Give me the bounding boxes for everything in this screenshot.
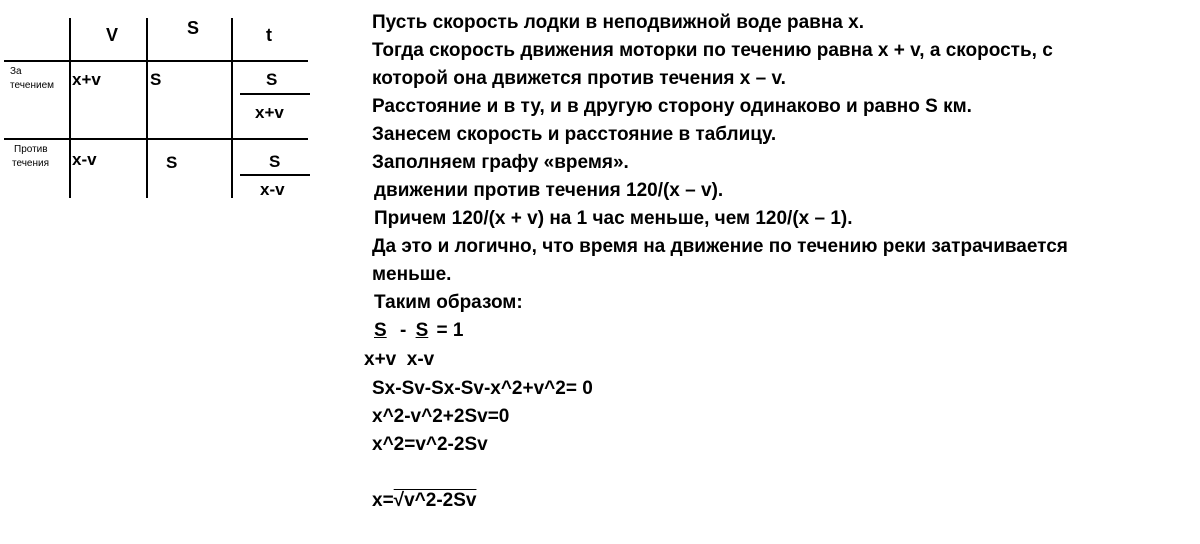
- final-answer-prefix: x=: [372, 490, 394, 511]
- table-hline-1: [4, 60, 308, 62]
- text-line-5: Занесем скорость и расстояние в таблицу.: [372, 124, 777, 145]
- text-line-3: которой она движется против течения x – v.: [372, 68, 786, 89]
- table-hline-2: [4, 138, 308, 140]
- header-s: S: [187, 18, 200, 38]
- text-line-4: Расстояние и в ту, и в другую сторону одинаково и равно S км.: [372, 96, 972, 117]
- text-line-13: x^2-v^2+2Sv=0: [372, 406, 510, 427]
- text-line-1: Пусть скорость лодки в неподвижной воде равна x.: [372, 12, 864, 33]
- final-answer-root: √v^2-2Sv: [393, 490, 477, 511]
- row1-fraction-bar: [240, 93, 310, 95]
- row2-time-denominator: x-v: [260, 180, 285, 199]
- text-line-6: Заполняем графу «время».: [372, 152, 629, 173]
- text-line-8: Причем 120/(x + v) на 1 час меньше, чем 120/(x – 1).: [374, 208, 853, 229]
- eq-fraction-2-numerator: S: [415, 320, 429, 341]
- equation-denominators: x+v x-v: [364, 349, 435, 370]
- row1-distance: S: [150, 70, 162, 89]
- row2-fraction-bar: [240, 174, 310, 176]
- row-label-with-current-1: За: [10, 66, 22, 77]
- row-label-against-current-1: Против: [14, 144, 48, 155]
- equation-numerators: [374, 320, 464, 342]
- row-label-against-current-2: течения: [12, 158, 49, 169]
- eq-fraction-1-numerator: S: [374, 320, 387, 341]
- row2-speed: x-v: [72, 150, 97, 169]
- eq-right-side: = 1: [436, 320, 464, 341]
- table-vline-1: [69, 18, 71, 198]
- eq-minus-sign: -: [399, 320, 407, 341]
- row2-time-numerator: S: [269, 152, 281, 171]
- text-line-10: меньше.: [372, 264, 452, 285]
- header-t: t: [266, 25, 272, 45]
- final-answer: [372, 490, 476, 512]
- table-vline-2: [146, 18, 148, 198]
- text-line-14: x^2=v^2-2Sv: [372, 434, 488, 455]
- text-line-9: Да это и логично, что время на движение по течению реки затрачивается: [372, 236, 1068, 257]
- text-line-11: Таким образом:: [374, 292, 523, 313]
- row1-speed: x+v: [72, 70, 101, 89]
- row1-time-numerator: S: [266, 70, 278, 89]
- table-vline-3: [231, 18, 233, 198]
- row-label-with-current-2: течением: [10, 80, 55, 91]
- text-line-2: Тогда скорость движения моторки по течению равна x + v, а скорость, с: [372, 40, 1053, 61]
- text-line-7: движении против течения 120/(x – v).: [374, 180, 724, 201]
- row2-distance: S: [166, 153, 178, 172]
- header-v: V: [106, 25, 119, 45]
- row1-time-denominator: x+v: [255, 103, 284, 122]
- speed-distance-time-table: [0, 0, 340, 210]
- text-line-12: Sx-Sv-Sx-Sv-x^2+v^2= 0: [372, 378, 593, 399]
